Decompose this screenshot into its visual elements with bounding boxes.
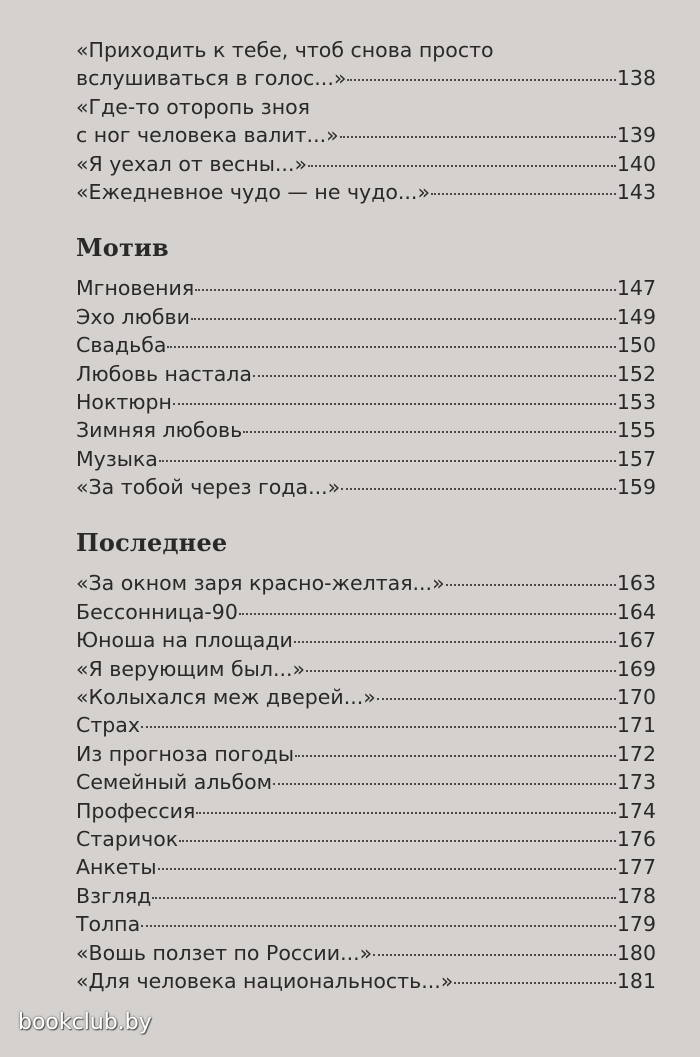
dot-leader (195, 289, 616, 291)
toc-entry-title: Старичок (76, 826, 179, 851)
toc-entry-title: Толпа (76, 912, 141, 937)
dot-leader (167, 346, 615, 348)
toc-entry-title: «Колыхался меж дверей...» (76, 685, 376, 710)
toc-entry-page: 171 (616, 713, 656, 738)
toc-entry-title: Из прогноза погоды (76, 741, 295, 766)
toc-entry-page: 167 (616, 628, 656, 653)
dot-leader (454, 982, 616, 984)
toc-entry-title: «За окном заря красно-желтая...» (76, 571, 445, 596)
toc-entry-title: Юноша на площади (76, 628, 293, 653)
toc-entry-title: Взгляд (76, 883, 152, 908)
toc-entry (76, 825, 656, 853)
toc-entry-title: «Ежедневное чудо — не чудо...» (76, 179, 430, 204)
toc-entry-title: с ног человека валит...» (76, 123, 339, 148)
toc-entry-page: 152 (616, 361, 656, 386)
section-motiv (76, 232, 656, 501)
toc-entry-page: 177 (616, 855, 656, 880)
toc-entry-title: «За тобой через года...» (76, 475, 341, 500)
dot-leader (446, 584, 616, 586)
toc-entry-title: Бессонница-90 (76, 599, 238, 624)
toc-entry-title: «Для человека национальность...» (76, 968, 454, 993)
toc-entry-title: Музыка (76, 446, 158, 471)
toc-entry-title: Семейный альбом (76, 770, 273, 795)
top-entries (76, 36, 656, 206)
section-heading: Последнее (76, 528, 228, 558)
toc-entry-page: 172 (616, 741, 656, 766)
dot-leader (239, 613, 616, 615)
dot-leader (273, 783, 616, 785)
toc-entry (76, 655, 656, 683)
toc-entry-page: 164 (616, 599, 656, 624)
dot-leader (158, 868, 616, 870)
toc-entry-page: 147 (616, 276, 656, 301)
dot-leader (294, 641, 616, 643)
toc-entry-first-line: «Где-то оторопь зноя (76, 94, 310, 119)
toc-entry (76, 910, 656, 938)
toc-entry-title: Страх (76, 713, 140, 738)
toc-entry (76, 797, 656, 825)
toc-entry-page: 140 (616, 151, 656, 176)
toc-entry (76, 331, 656, 359)
section-poslednee (76, 527, 656, 995)
dot-leader (159, 460, 616, 462)
toc-entry-first-line: «Приходить к тебе, чтоб снова просто (76, 38, 494, 62)
dot-leader (306, 670, 616, 672)
watermark-text: bookclub.by (18, 1010, 152, 1035)
toc-entry-page: 150 (616, 333, 656, 358)
dot-leader (141, 925, 616, 927)
toc-entry (76, 64, 656, 92)
toc-entry (76, 274, 656, 302)
toc-entry-page: 138 (616, 66, 656, 91)
dot-leader (196, 812, 616, 814)
toc-entry-title: Зимняя любовь (76, 418, 243, 443)
toc-entry-title: Свадьба (76, 333, 167, 358)
dot-leader (179, 840, 616, 842)
toc-entry-title: Профессия (76, 798, 196, 823)
toc-entry-title: Мгновения (76, 276, 195, 301)
toc-entry-title: Эхо любви (76, 304, 190, 329)
toc-entry-page: 139 (616, 123, 656, 148)
toc-entry-page: 173 (616, 770, 656, 795)
toc-entry (76, 473, 656, 501)
toc-entry (76, 626, 656, 654)
toc-entry-page: 174 (616, 798, 656, 823)
toc-entry-page: 180 (616, 940, 656, 965)
toc-entry (76, 740, 656, 768)
toc-entry-page: 157 (616, 446, 656, 471)
table-of-contents (76, 36, 656, 995)
dot-leader (173, 403, 616, 405)
toc-entry (76, 598, 656, 626)
toc-entry (76, 768, 656, 796)
dot-leader (341, 488, 616, 490)
toc-entry-page: 179 (616, 912, 656, 937)
dot-leader (373, 954, 616, 956)
toc-entry (76, 882, 656, 910)
toc-entry-page: 176 (616, 826, 656, 851)
toc-entry (76, 445, 656, 473)
toc-entry (76, 939, 656, 967)
toc-entry-title: «Я уехал от весны...» (76, 151, 308, 176)
dot-leader (191, 318, 616, 320)
dot-leader (431, 193, 616, 195)
toc-entry (76, 967, 656, 995)
toc-entry-page: 170 (616, 685, 656, 710)
toc-entry (76, 569, 656, 597)
toc-entry-page: 149 (616, 304, 656, 329)
toc-entry-page: 169 (616, 656, 656, 681)
dot-leader (152, 897, 616, 899)
toc-entry (76, 416, 656, 444)
toc-entry-page: 159 (616, 475, 656, 500)
toc-entry (76, 121, 656, 149)
toc-entry-title: Ноктюрн (76, 389, 172, 414)
toc-entry-title: вслушиваться в голос...» (76, 66, 347, 91)
dot-leader (243, 431, 616, 433)
toc-entry-page: 178 (616, 883, 656, 908)
dot-leader (253, 375, 616, 377)
section-heading: Мотив (76, 233, 169, 263)
dot-leader (295, 755, 616, 757)
toc-entry (76, 360, 656, 388)
toc-entry-title: Любовь настала (76, 361, 252, 386)
dot-leader (347, 79, 615, 81)
toc-entry (76, 303, 656, 331)
toc-entry-title: «Вошь ползет по России...» (76, 940, 373, 965)
toc-entry-page: 143 (616, 179, 656, 204)
toc-entry-title: «Я верующим был...» (76, 656, 306, 681)
toc-entry-page: 163 (616, 571, 656, 596)
dot-leader (308, 165, 616, 167)
toc-entry (76, 711, 656, 739)
toc-entry-page: 181 (616, 968, 656, 993)
toc-entry (76, 683, 656, 711)
toc-entry (76, 388, 656, 416)
toc-entry-title: Анкеты (76, 855, 157, 880)
toc-entry (76, 150, 656, 178)
toc-entry-page: 155 (616, 418, 656, 443)
toc-entry-page: 153 (616, 389, 656, 414)
toc-entry (76, 853, 656, 881)
dot-leader (377, 698, 616, 700)
dot-leader (141, 726, 616, 728)
toc-entry (76, 178, 656, 206)
dot-leader (340, 136, 616, 138)
